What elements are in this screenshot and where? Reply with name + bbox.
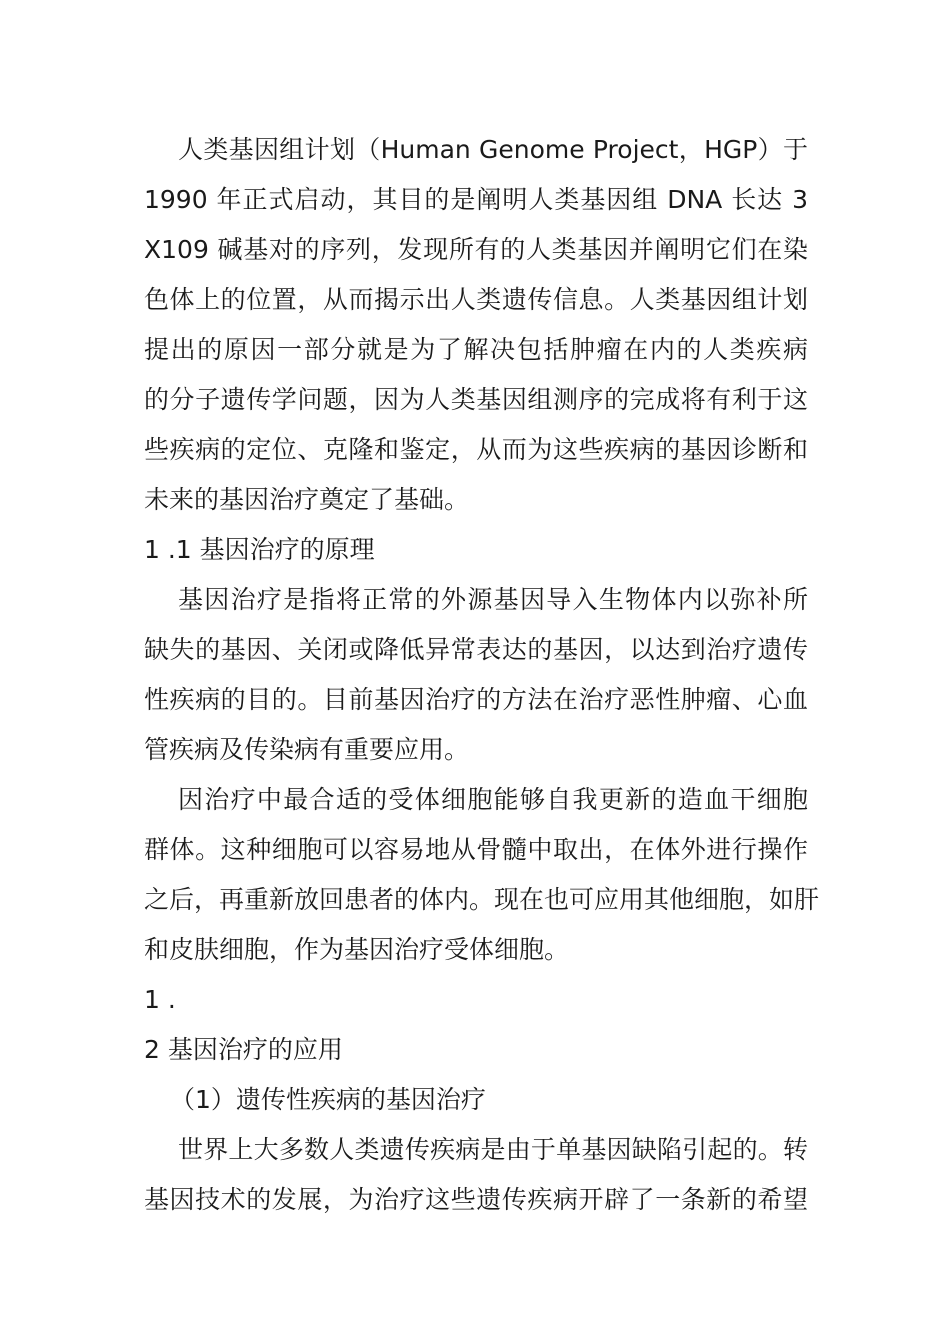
text-line: 群体。这种细胞可以容易地从骨髓中取出，在体外进行操作 [144,835,808,864]
text-line: 未来的基因治疗奠定了基础。 [144,485,470,514]
text-line: 基因技术的发展，为治疗这些遗传疾病开辟了一条新的希望 [144,1185,808,1214]
text-line: X109 碱基对的序列，发现所有的人类基因并阐明它们在染 [144,235,808,264]
text-line: 的分子遗传学问题，因为人类基因组测序的完成将有利于这 [144,385,808,414]
text-line: 色体上的位置，从而揭示出人类遗传信息。人类基因组计划 [144,285,808,314]
text-line: 缺失的基因、关闭或降低异常表达的基因，以达到治疗遗传 [144,635,808,664]
paragraph-gene-therapy-definition [144,575,808,775]
subsection-heading-hereditary-disease: （1）遗传性疾病的基因治疗 [170,1085,486,1114]
text-line: 基因治疗是指将正常的外源基因导入生物体内以弥补所 [178,585,808,614]
section-heading-gene-therapy-principle: 1 .1 基因治疗的原理 [144,535,375,564]
paragraph-receptor-cells [144,775,820,975]
paragraph-hgp-intro [144,125,808,525]
text-line: 提出的原因一部分就是为了解决包括肿瘤在内的人类疾病 [144,335,808,364]
section-heading-gene-therapy-application: 2 基因治疗的应用 [144,1035,343,1064]
text-line: 性疾病的目的。目前基因治疗的方法在治疗恶性肿瘤、心血 [144,685,808,714]
text-line: 管疾病及传染病有重要应用。 [144,735,470,764]
text-line: 因治疗中最合适的受体细胞能够自我更新的造血干细胞 [178,785,808,814]
text-line: 1990 年正式启动，其目的是阐明人类基因组 DNA 长达 3 [144,185,808,214]
text-line: 之后，再重新放回患者的体内。现在也可应用其他细胞，如肝 [144,885,820,914]
paragraph-hereditary-disease [144,1125,808,1225]
section-number: 1 . [144,985,176,1014]
text-line: 和皮肤细胞，作为基因治疗受体细胞。 [144,935,570,964]
text-line: 世界上大多数人类遗传疾病是由于单基因缺陷引起的。转 [178,1135,808,1164]
text-line: 人类基因组计划（Human Genome Project，HGP）于 [178,135,808,164]
document-body [144,125,820,1225]
text-line: 些疾病的定位、克隆和鉴定，从而为这些疾病的基因诊断和 [144,435,808,464]
